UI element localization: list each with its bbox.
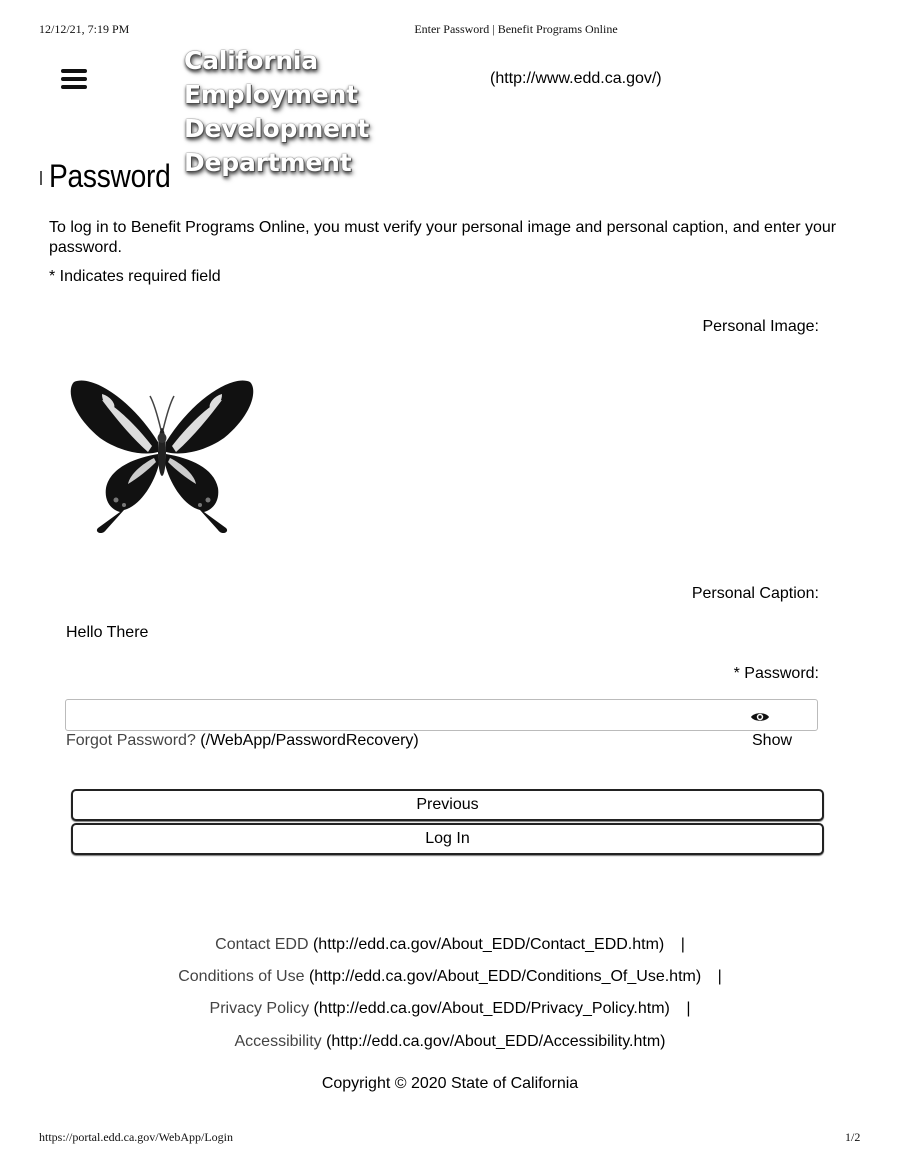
title-decoration: [40, 171, 42, 185]
footer-link-url: (http://edd.ca.gov/About_EDD/Contact_EDD.htm): [312, 936, 665, 953]
footer-link-row: [0, 1033, 900, 1051]
footer-link-row: [0, 936, 900, 954]
forgot-password-link[interactable]: [66, 732, 419, 750]
password-label: * Password:: [733, 665, 819, 682]
personal-image-butterfly: [62, 360, 262, 540]
butterfly-icon: [71, 381, 254, 534]
footer-link-row: [0, 1000, 900, 1018]
page-title: Password: [49, 158, 171, 194]
login-button[interactable]: Log In: [71, 823, 824, 855]
footer-link-row: [0, 968, 900, 986]
intro-text: To log in to Benefit Programs Online, you must verify your personal image and personal caption, and enter your password.: [49, 219, 837, 256]
print-datetime: 12/12/21, 7:19 PM: [39, 22, 130, 36]
logo-line-2: Development Department: [184, 114, 370, 177]
print-page-number: 1/2: [845, 1130, 861, 1144]
personal-caption-label: Personal Caption:: [691, 585, 819, 602]
forgot-password-label[interactable]: Forgot Password?: [66, 732, 196, 749]
footer-link-contact[interactable]: Contact EDD: [215, 936, 309, 953]
footer-link-url: (http://edd.ca.gov/About_EDD/Accessibility.htm): [326, 1033, 666, 1050]
footer-link-url: (http://edd.ca.gov/About_EDD/Conditions_Of_Use.htm): [308, 968, 702, 985]
edd-logo[interactable]: [184, 44, 494, 180]
personal-image-label: Personal Image:: [702, 318, 819, 335]
logo-url: (http://www.edd.ca.gov/): [490, 70, 662, 87]
footer-separator: |: [717, 968, 722, 985]
footer-link-accessibility[interactable]: Accessibility: [234, 1033, 322, 1050]
copyright: Copyright © 2020 State of California: [321, 1075, 579, 1092]
logo-line-1: California Employment: [184, 46, 358, 109]
footer-link-conditions[interactable]: Conditions of Use: [178, 968, 305, 985]
forgot-password-url: (/WebApp/PasswordRecovery): [200, 732, 419, 749]
password-input[interactable]: [65, 699, 818, 731]
eye-icon[interactable]: [750, 710, 770, 724]
footer-separator: |: [680, 936, 685, 953]
footer-separator: |: [686, 1000, 691, 1017]
personal-caption-value: Hello There: [66, 624, 149, 641]
print-doc-title: Enter Password | Benefit Programs Online: [414, 22, 618, 36]
footer-link-privacy[interactable]: Privacy Policy: [209, 1000, 310, 1017]
required-field-note: * Indicates required field: [49, 268, 221, 285]
print-url: https://portal.edd.ca.gov/WebApp/Login: [39, 1130, 233, 1144]
footer-link-url: (http://edd.ca.gov/About_EDD/Privacy_Policy.htm): [313, 1000, 670, 1017]
hamburger-menu-icon[interactable]: [61, 69, 87, 89]
show-password-toggle[interactable]: Show: [752, 732, 793, 749]
previous-button[interactable]: Previous: [71, 789, 824, 821]
